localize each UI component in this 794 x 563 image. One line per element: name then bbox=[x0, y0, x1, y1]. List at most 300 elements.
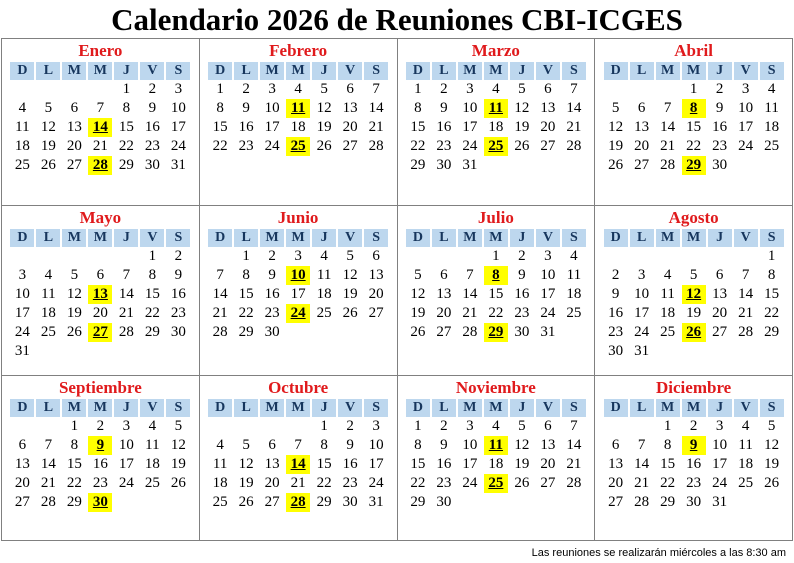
day-of-week-header: D bbox=[10, 229, 34, 247]
week-row bbox=[208, 455, 388, 474]
day-cell: 16 bbox=[712, 119, 728, 135]
day-of-week-header: L bbox=[36, 229, 60, 247]
day-cell: 21 bbox=[118, 305, 134, 321]
day-cell: 12 bbox=[342, 267, 358, 283]
meeting-day-cell: 12 bbox=[682, 285, 706, 304]
empty-day-cell bbox=[88, 80, 112, 99]
day-cell: 4 bbox=[570, 248, 578, 264]
day-cell: 10 bbox=[170, 100, 186, 116]
day-of-week-header: D bbox=[406, 62, 430, 80]
day-cell: 23 bbox=[686, 475, 702, 491]
day-cell: 21 bbox=[368, 119, 384, 135]
day-of-week-header-row bbox=[208, 229, 388, 247]
day-cell: 2 bbox=[440, 418, 448, 434]
day-cell: 4 bbox=[18, 100, 27, 116]
week-row bbox=[208, 417, 388, 436]
day-cell: 16 bbox=[686, 456, 702, 472]
month-table bbox=[404, 229, 588, 342]
day-cell: 20 bbox=[92, 305, 108, 321]
empty-day-cell bbox=[510, 156, 534, 175]
meeting-time-note: Las reuniones se realizarán miércoles a las 8:30 am bbox=[531, 547, 786, 559]
day-cell: 27 bbox=[66, 157, 82, 173]
day-of-week-header: D bbox=[604, 399, 628, 417]
day-cell: 1 bbox=[148, 248, 157, 264]
week-row bbox=[10, 342, 190, 361]
day-cell: 16 bbox=[92, 456, 108, 472]
day-cell: 30 bbox=[342, 494, 358, 510]
week-row bbox=[208, 137, 388, 156]
day-cell: 9 bbox=[518, 267, 526, 283]
day-cell: 25 bbox=[316, 305, 332, 321]
empty-day-cell bbox=[760, 156, 784, 175]
day-cell: 15 bbox=[660, 456, 676, 472]
day-cell: 1 bbox=[663, 418, 672, 434]
day-cell: 14 bbox=[40, 456, 56, 472]
day-cell: 4 bbox=[320, 248, 328, 264]
day-cell: 10 bbox=[712, 437, 728, 453]
day-cell: 2 bbox=[96, 418, 105, 434]
day-cell: 21 bbox=[462, 305, 478, 321]
week-row bbox=[604, 266, 784, 285]
day-cell: 12 bbox=[514, 100, 530, 116]
empty-day-cell bbox=[10, 417, 34, 436]
week-row bbox=[604, 156, 784, 175]
week-row bbox=[406, 118, 586, 137]
day-cell: 28 bbox=[660, 157, 676, 173]
meeting-day-cell: 9 bbox=[682, 436, 706, 455]
week-row bbox=[208, 436, 388, 455]
day-of-week-header: S bbox=[364, 399, 388, 417]
day-cell: 3 bbox=[715, 418, 724, 434]
day-cell: 12 bbox=[66, 286, 82, 302]
day-cell: 15 bbox=[686, 119, 702, 135]
day-cell: 20 bbox=[14, 475, 30, 491]
week-row bbox=[10, 266, 190, 285]
day-of-week-header: J bbox=[708, 229, 732, 247]
day-of-week-header: L bbox=[630, 399, 654, 417]
day-cell: 28 bbox=[368, 138, 384, 154]
day-of-week-header: M bbox=[682, 399, 706, 417]
day-cell: 30 bbox=[144, 157, 160, 173]
day-cell: 13 bbox=[436, 286, 452, 302]
week-row bbox=[10, 247, 190, 266]
day-cell: 3 bbox=[637, 267, 646, 283]
week-row bbox=[604, 247, 784, 266]
day-cell: 20 bbox=[264, 475, 280, 491]
month-table bbox=[8, 229, 192, 361]
day-cell: 30 bbox=[436, 157, 452, 173]
month-table bbox=[206, 62, 390, 156]
day-cell: 2 bbox=[148, 81, 157, 97]
empty-day-cell bbox=[432, 247, 456, 266]
day-cell: 1 bbox=[767, 248, 776, 264]
empty-day-cell bbox=[114, 342, 138, 361]
day-of-week-header: S bbox=[760, 229, 784, 247]
day-cell: 22 bbox=[686, 138, 702, 154]
empty-day-cell bbox=[562, 323, 586, 342]
day-cell: 14 bbox=[566, 100, 582, 116]
day-of-week-header-row bbox=[208, 62, 388, 80]
day-cell: 5 bbox=[320, 81, 328, 97]
day-cell: 17 bbox=[264, 119, 280, 135]
day-cell: 1 bbox=[242, 248, 250, 264]
week-row bbox=[10, 304, 190, 323]
month-title: Junio bbox=[277, 208, 319, 227]
empty-day-cell bbox=[338, 323, 362, 342]
day-of-week-header: J bbox=[510, 229, 534, 247]
day-cell: 29 bbox=[410, 157, 426, 173]
day-cell: 13 bbox=[66, 119, 82, 135]
day-cell: 30 bbox=[712, 157, 728, 173]
day-cell: 3 bbox=[466, 81, 474, 97]
day-cell: 8 bbox=[70, 437, 79, 453]
day-of-week-header: M bbox=[260, 229, 284, 247]
day-cell: 21 bbox=[566, 119, 582, 135]
day-cell: 3 bbox=[174, 81, 183, 97]
day-cell: 10 bbox=[118, 437, 134, 453]
day-of-week-header: M bbox=[458, 229, 482, 247]
day-cell: 11 bbox=[145, 437, 160, 453]
day-cell: 25 bbox=[566, 305, 582, 321]
day-cell: 9 bbox=[346, 437, 354, 453]
day-of-week-header: D bbox=[208, 62, 232, 80]
week-row bbox=[208, 99, 388, 118]
day-cell: 23 bbox=[436, 138, 452, 154]
empty-day-cell bbox=[630, 80, 654, 99]
month-card bbox=[595, 376, 793, 541]
empty-day-cell bbox=[10, 80, 34, 99]
week-row bbox=[604, 285, 784, 304]
week-row bbox=[10, 455, 190, 474]
day-cell: 19 bbox=[170, 456, 186, 472]
month-title: Noviembre bbox=[455, 378, 536, 397]
month-card bbox=[398, 376, 596, 541]
day-of-week-header: D bbox=[406, 229, 430, 247]
meeting-day-cell: 11 bbox=[484, 99, 508, 118]
day-cell: 13 bbox=[712, 286, 728, 302]
week-row bbox=[406, 80, 586, 99]
day-cell: 15 bbox=[316, 456, 332, 472]
day-of-week-header: V bbox=[536, 399, 560, 417]
day-cell: 17 bbox=[170, 119, 186, 135]
day-of-week-header: L bbox=[432, 229, 456, 247]
day-of-week-header: J bbox=[312, 229, 336, 247]
meeting-day-cell: 25 bbox=[484, 137, 508, 156]
week-row bbox=[10, 156, 190, 175]
day-cell: 5 bbox=[414, 267, 422, 283]
day-cell: 30 bbox=[170, 324, 186, 340]
empty-day-cell bbox=[656, 80, 680, 99]
day-cell: 19 bbox=[686, 305, 702, 321]
day-cell: 5 bbox=[518, 418, 526, 434]
day-cell: 26 bbox=[410, 324, 426, 340]
day-cell: 27 bbox=[264, 494, 280, 510]
week-row bbox=[10, 323, 190, 342]
day-cell: 20 bbox=[608, 475, 624, 491]
day-of-week-header: S bbox=[166, 399, 190, 417]
day-cell: 2 bbox=[174, 248, 183, 264]
day-cell: 16 bbox=[170, 286, 186, 302]
empty-day-cell bbox=[562, 493, 586, 512]
meeting-day-cell: 8 bbox=[682, 99, 706, 118]
day-cell: 10 bbox=[738, 100, 754, 116]
day-cell: 31 bbox=[14, 343, 30, 359]
day-cell: 4 bbox=[148, 418, 157, 434]
week-row bbox=[604, 436, 784, 455]
day-cell: 16 bbox=[436, 119, 452, 135]
day-cell: 26 bbox=[764, 475, 780, 491]
day-of-week-header: M bbox=[484, 229, 508, 247]
empty-day-cell bbox=[760, 342, 784, 361]
day-cell: 10 bbox=[540, 267, 556, 283]
day-of-week-header: V bbox=[338, 229, 362, 247]
empty-day-cell bbox=[10, 247, 34, 266]
day-cell: 31 bbox=[170, 157, 186, 173]
day-cell: 16 bbox=[238, 119, 254, 135]
day-of-week-header: J bbox=[312, 399, 336, 417]
day-of-week-header-row bbox=[10, 229, 190, 247]
week-row bbox=[208, 80, 388, 99]
day-cell: 15 bbox=[66, 456, 82, 472]
month-card bbox=[2, 376, 200, 541]
day-cell: 23 bbox=[436, 475, 452, 491]
day-cell: 23 bbox=[712, 138, 728, 154]
month-title: Diciembre bbox=[656, 378, 732, 397]
day-cell: 19 bbox=[608, 138, 624, 154]
day-cell: 25 bbox=[660, 324, 676, 340]
day-cell: 9 bbox=[268, 267, 276, 283]
meeting-day-cell: 13 bbox=[88, 285, 112, 304]
day-cell: 19 bbox=[514, 456, 530, 472]
day-cell: 6 bbox=[268, 437, 276, 453]
day-cell: 26 bbox=[514, 138, 530, 154]
day-cell: 12 bbox=[608, 119, 624, 135]
day-cell: 14 bbox=[738, 286, 754, 302]
week-row bbox=[406, 474, 586, 493]
day-of-week-header-row bbox=[604, 229, 784, 247]
month-card bbox=[595, 39, 793, 206]
day-cell: 23 bbox=[608, 324, 624, 340]
empty-day-cell bbox=[36, 80, 60, 99]
day-cell: 4 bbox=[294, 81, 302, 97]
day-cell: 18 bbox=[738, 456, 754, 472]
day-of-week-header: D bbox=[604, 229, 628, 247]
day-cell: 12 bbox=[170, 437, 186, 453]
day-cell: 5 bbox=[611, 100, 620, 116]
day-cell: 3 bbox=[122, 418, 131, 434]
day-cell: 25 bbox=[212, 494, 228, 510]
day-cell: 27 bbox=[368, 305, 384, 321]
day-cell: 19 bbox=[66, 305, 82, 321]
day-of-week-header-row bbox=[406, 399, 586, 417]
month-card bbox=[595, 206, 793, 376]
day-cell: 18 bbox=[144, 456, 160, 472]
day-cell: 21 bbox=[566, 456, 582, 472]
day-cell: 23 bbox=[264, 305, 280, 321]
day-cell: 9 bbox=[440, 100, 448, 116]
week-row bbox=[406, 285, 586, 304]
month-table bbox=[404, 62, 588, 175]
day-cell: 27 bbox=[540, 138, 556, 154]
day-cell: 10 bbox=[634, 286, 650, 302]
day-cell: 17 bbox=[368, 456, 384, 472]
empty-day-cell bbox=[562, 156, 586, 175]
day-cell: 5 bbox=[346, 248, 354, 264]
day-cell: 7 bbox=[663, 100, 672, 116]
day-cell: 9 bbox=[148, 100, 157, 116]
day-cell: 15 bbox=[212, 119, 228, 135]
day-cell: 2 bbox=[689, 418, 698, 434]
meeting-day-cell: 11 bbox=[286, 99, 310, 118]
day-of-week-header: M bbox=[484, 399, 508, 417]
empty-day-cell bbox=[62, 247, 86, 266]
day-cell: 24 bbox=[540, 305, 556, 321]
day-of-week-header-row bbox=[604, 399, 784, 417]
meeting-day-cell: 25 bbox=[286, 137, 310, 156]
day-cell: 8 bbox=[216, 100, 224, 116]
day-cell: 16 bbox=[264, 286, 280, 302]
day-cell: 5 bbox=[174, 418, 183, 434]
day-of-week-header-row bbox=[10, 62, 190, 80]
day-of-week-header: M bbox=[260, 399, 284, 417]
day-of-week-header: S bbox=[760, 399, 784, 417]
empty-day-cell bbox=[406, 247, 430, 266]
day-cell: 20 bbox=[368, 286, 384, 302]
day-cell: 19 bbox=[238, 475, 254, 491]
day-cell: 6 bbox=[18, 437, 27, 453]
empty-day-cell bbox=[708, 342, 732, 361]
meeting-day-cell: 26 bbox=[682, 323, 706, 342]
day-cell: 19 bbox=[342, 286, 358, 302]
day-cell: 9 bbox=[174, 267, 183, 283]
empty-day-cell bbox=[166, 342, 190, 361]
day-cell: 15 bbox=[410, 456, 426, 472]
empty-day-cell bbox=[682, 247, 706, 266]
week-row bbox=[604, 137, 784, 156]
empty-day-cell bbox=[286, 417, 310, 436]
day-cell: 8 bbox=[148, 267, 157, 283]
day-cell: 4 bbox=[216, 437, 224, 453]
day-cell: 23 bbox=[92, 475, 108, 491]
week-row bbox=[604, 304, 784, 323]
day-cell: 24 bbox=[462, 475, 478, 491]
day-cell: 21 bbox=[290, 475, 306, 491]
day-cell: 3 bbox=[294, 248, 302, 264]
day-of-week-header: J bbox=[708, 62, 732, 80]
day-cell: 4 bbox=[44, 267, 53, 283]
empty-day-cell bbox=[630, 417, 654, 436]
day-of-week-header: J bbox=[312, 62, 336, 80]
empty-day-cell bbox=[208, 247, 232, 266]
day-of-week-header-row bbox=[208, 399, 388, 417]
week-row bbox=[10, 474, 190, 493]
day-of-week-header: V bbox=[338, 62, 362, 80]
day-of-week-header: M bbox=[682, 62, 706, 80]
month-table bbox=[602, 62, 786, 175]
day-cell: 20 bbox=[712, 305, 728, 321]
week-row bbox=[10, 118, 190, 137]
week-row bbox=[406, 323, 586, 342]
day-cell: 13 bbox=[14, 456, 30, 472]
empty-day-cell bbox=[484, 156, 508, 175]
empty-day-cell bbox=[36, 342, 60, 361]
day-cell: 3 bbox=[544, 248, 552, 264]
day-cell: 6 bbox=[544, 418, 552, 434]
day-of-week-header: D bbox=[10, 62, 34, 80]
month-table bbox=[404, 399, 588, 512]
day-cell: 14 bbox=[634, 456, 650, 472]
day-cell: 16 bbox=[436, 456, 452, 472]
day-cell: 13 bbox=[608, 456, 624, 472]
day-of-week-header: M bbox=[286, 229, 310, 247]
day-of-week-header: D bbox=[604, 62, 628, 80]
day-of-week-header-row bbox=[10, 399, 190, 417]
empty-day-cell bbox=[510, 493, 534, 512]
day-of-week-header: L bbox=[432, 399, 456, 417]
empty-day-cell bbox=[62, 80, 86, 99]
day-cell: 8 bbox=[320, 437, 328, 453]
meeting-day-cell: 28 bbox=[88, 156, 112, 175]
day-cell: 11 bbox=[660, 286, 675, 302]
empty-day-cell bbox=[260, 417, 284, 436]
day-cell: 24 bbox=[738, 138, 754, 154]
day-of-week-header: M bbox=[656, 399, 680, 417]
day-cell: 22 bbox=[488, 305, 504, 321]
empty-day-cell bbox=[734, 493, 758, 512]
day-cell: 11 bbox=[764, 100, 779, 116]
empty-day-cell bbox=[88, 342, 112, 361]
day-cell: 8 bbox=[414, 100, 422, 116]
day-cell: 26 bbox=[66, 324, 82, 340]
empty-day-cell bbox=[36, 417, 60, 436]
day-cell: 3 bbox=[268, 81, 276, 97]
day-cell: 30 bbox=[686, 494, 702, 510]
day-cell: 24 bbox=[462, 138, 478, 154]
day-cell: 9 bbox=[440, 437, 448, 453]
day-cell: 14 bbox=[118, 286, 134, 302]
day-cell: 28 bbox=[566, 475, 582, 491]
day-cell: 21 bbox=[40, 475, 56, 491]
day-cell: 27 bbox=[14, 494, 30, 510]
day-cell: 19 bbox=[764, 456, 780, 472]
month-table bbox=[602, 229, 786, 361]
month-title: Abril bbox=[674, 41, 713, 60]
day-cell: 5 bbox=[70, 267, 79, 283]
day-cell: 5 bbox=[518, 81, 526, 97]
day-cell: 19 bbox=[40, 138, 56, 154]
day-of-week-header: L bbox=[234, 62, 258, 80]
month-card bbox=[200, 206, 398, 376]
week-row bbox=[208, 118, 388, 137]
day-cell: 19 bbox=[514, 119, 530, 135]
day-cell: 13 bbox=[368, 267, 384, 283]
day-cell: 9 bbox=[715, 100, 724, 116]
day-cell: 28 bbox=[118, 324, 134, 340]
day-cell: 7 bbox=[216, 267, 224, 283]
day-of-week-header: L bbox=[630, 229, 654, 247]
day-cell: 4 bbox=[741, 418, 750, 434]
day-cell: 6 bbox=[346, 81, 354, 97]
day-of-week-header: L bbox=[630, 62, 654, 80]
day-cell: 13 bbox=[634, 119, 650, 135]
meeting-day-cell: 14 bbox=[88, 118, 112, 137]
day-cell: 18 bbox=[14, 138, 30, 154]
day-cell: 6 bbox=[715, 267, 724, 283]
day-cell: 12 bbox=[764, 437, 780, 453]
day-cell: 10 bbox=[368, 437, 384, 453]
day-cell: 17 bbox=[738, 119, 754, 135]
day-cell: 22 bbox=[410, 138, 426, 154]
